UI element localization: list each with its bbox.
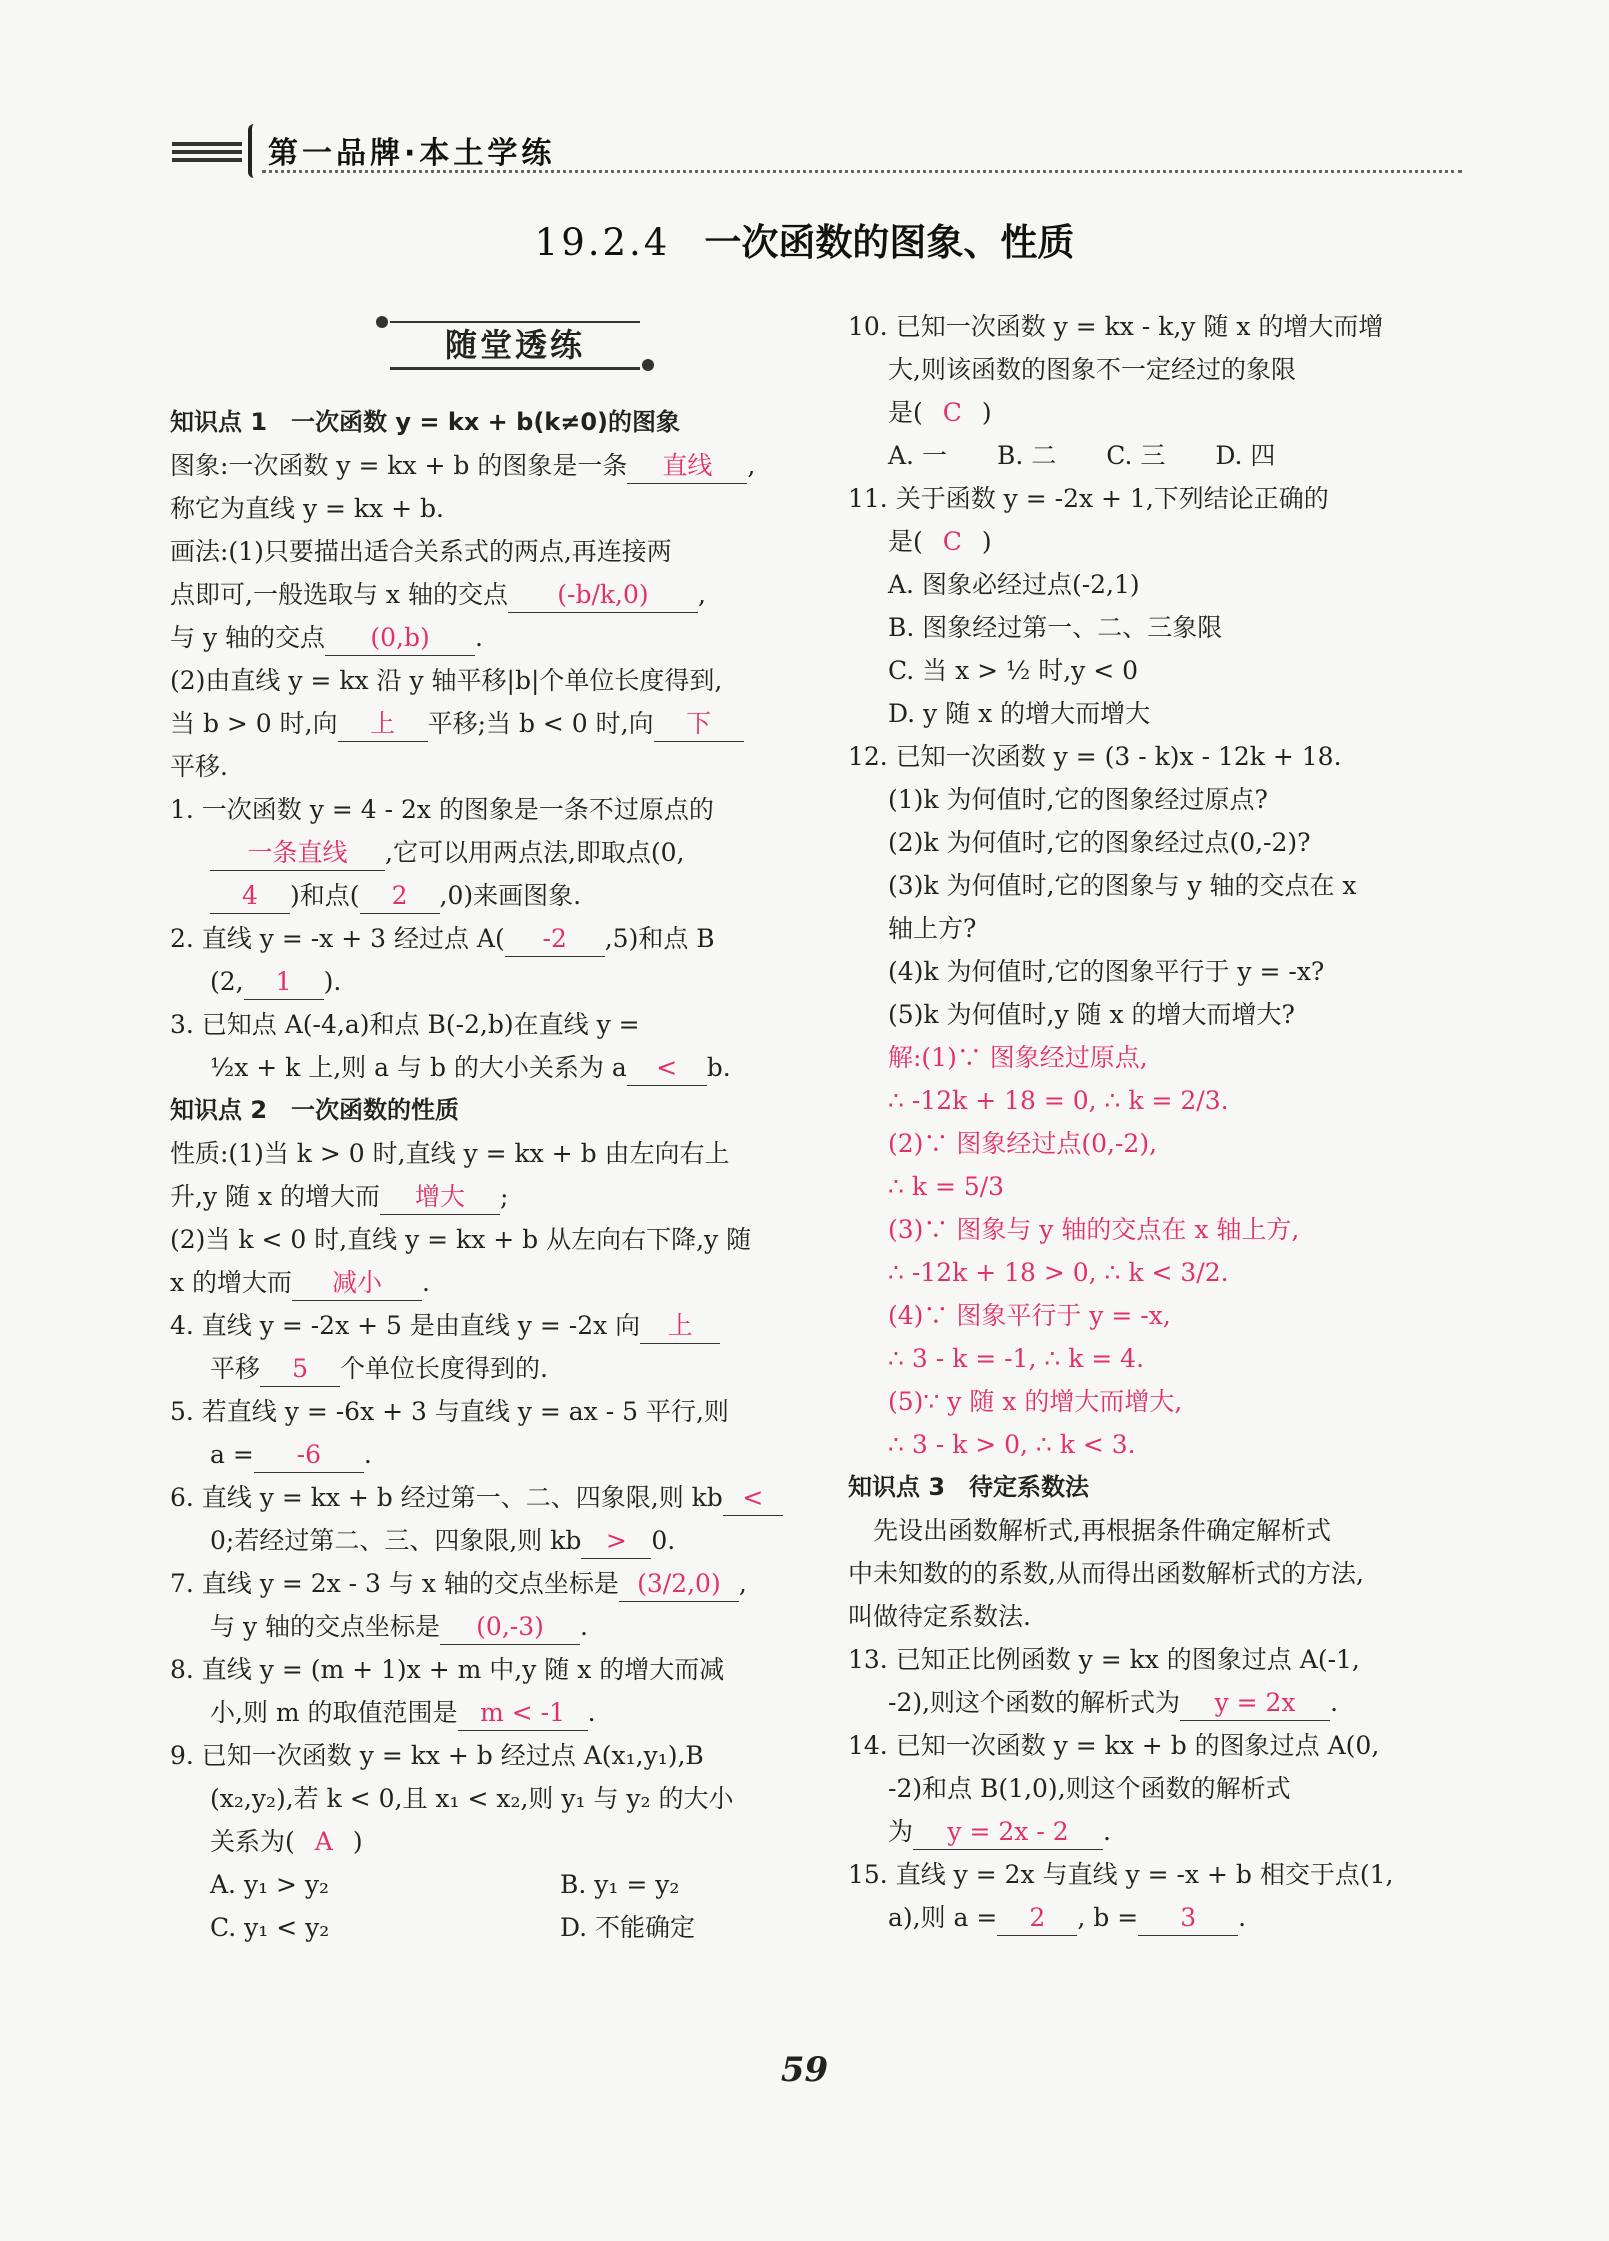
solution-line: (2)∵ 图象经过点(0,-2), — [888, 1129, 1158, 1158]
answer-blank: (0,b) — [325, 621, 475, 656]
text-line — [848, 1595, 1468, 1638]
static-text: (2)由直线 y = kx 沿 y 轴平移|b|个单位长度得到, — [170, 666, 723, 695]
page-number: 59 — [780, 2050, 829, 2090]
answer-blank: 减小 — [292, 1266, 422, 1301]
answer-blank: 2 — [360, 879, 440, 914]
knowledge-point-heading: 知识点 3 待定系数法 — [848, 1473, 1090, 1501]
answer-blank: y = 2x - 2 — [913, 1815, 1103, 1850]
static-text: 10. 已知一次函数 y = kx - k,y 随 x 的增大而增 — [848, 312, 1384, 341]
solution-line: (3)∵ 图象与 y 轴的交点在 x 轴上方, — [888, 1215, 1300, 1244]
answer-blank: 上 — [640, 1309, 720, 1344]
static-text: 12. 已知一次函数 y = (3 - k)x - 12k + 18. — [848, 742, 1342, 771]
static-text: 当 b > 0 时,向 — [170, 709, 338, 738]
static-text: 15. 直线 y = 2x 与直线 y = -x + b 相交于点(1, — [848, 1860, 1394, 1889]
text-line — [848, 606, 1468, 649]
text-line — [170, 1476, 790, 1519]
static-text: 中未知数的的系数,从而得出函数解析式的方法, — [848, 1559, 1364, 1588]
static-text: 画法:(1)只要描出适合关系式的两点,再连接两 — [170, 537, 672, 566]
static-text: x 的增大而 — [170, 1268, 293, 1297]
choice-option: C. y₁ < y₂ — [210, 1913, 330, 1942]
static-text: )和点( — [290, 881, 360, 910]
static-text: (1)k 为何值时,它的图象经过原点? — [888, 785, 1268, 814]
text-line — [848, 778, 1468, 821]
solution-line: 解:(1)∵ 图象经过原点, — [888, 1043, 1148, 1072]
static-text: a = — [210, 1440, 254, 1469]
text-line — [848, 1552, 1468, 1595]
text-line — [170, 1261, 790, 1304]
text-line — [170, 1347, 790, 1390]
static-text: b. — [706, 1053, 731, 1082]
static-text: 3. 已知点 A(-4,a)和点 B(-2,b)在直线 y = — [170, 1010, 640, 1039]
static-text: (2)k 为何值时,它的图象经过点(0,-2)? — [888, 828, 1311, 857]
text-line — [170, 659, 790, 702]
static-text: 叫做待定系数法. — [848, 1602, 1031, 1631]
answer-choice: C — [942, 398, 962, 427]
static-text: 是( — [888, 527, 923, 556]
static-text: ) — [981, 527, 992, 556]
header-rule — [262, 170, 1462, 173]
text-line — [170, 1777, 790, 1820]
static-text: 与 y 轴的交点坐标是 — [210, 1612, 441, 1641]
text-line — [170, 788, 790, 831]
page-title — [0, 212, 1609, 266]
text-line — [848, 950, 1468, 993]
static-text: , b = — [1077, 1903, 1139, 1932]
text-line — [170, 917, 790, 960]
answer-blank: -2 — [505, 922, 605, 957]
static-text: ½x + k 上,则 a 与 b 的大小关系为 a — [210, 1053, 627, 1082]
section-number: 19.2.4 — [534, 221, 671, 264]
static-text: (3)k 为何值时,它的图象与 y 轴的交点在 x — [888, 871, 1357, 900]
text-line — [170, 487, 790, 530]
static-text: 大,则该函数的图象不一定经过的象限 — [888, 355, 1296, 384]
static-text: . — [587, 1698, 596, 1727]
choice-options — [170, 1906, 790, 1949]
brand-header: 第一品牌·本土学练 — [268, 136, 556, 171]
section-badge — [380, 305, 650, 383]
text-line — [848, 692, 1468, 735]
text-line — [848, 305, 1468, 348]
text-line — [170, 1691, 790, 1734]
text-line — [848, 1638, 1468, 1681]
text-line — [170, 1390, 790, 1433]
choice-option: B. y₁ = y₂ — [560, 1870, 680, 1899]
text-line — [170, 1734, 790, 1777]
text-line — [170, 1304, 790, 1347]
static-text: 6. 直线 y = kx + b 经过第一、二、四象限,则 kb — [170, 1483, 723, 1512]
static-text: 5. 若直线 y = -6x + 3 与直线 y = ax - 5 平行,则 — [170, 1397, 729, 1426]
knowledge-point-heading: 知识点 2 一次函数的性质 — [170, 1096, 460, 1124]
text-line — [848, 1767, 1468, 1810]
text-line — [848, 1724, 1468, 1767]
solution-line: ∴ k = 5/3 — [888, 1172, 1005, 1201]
static-text: ,5)和点 B — [604, 924, 715, 953]
choice-option: D. 不能确定 — [560, 1913, 696, 1942]
text-line — [170, 831, 790, 874]
text-line — [170, 960, 790, 1003]
static-text: 4. 直线 y = -2x + 5 是由直线 y = -2x 向 — [170, 1311, 641, 1340]
static-text: 8. 直线 y = (m + 1)x + m 中,y 随 x 的增大而减 — [170, 1655, 725, 1684]
static-text: (4)k 为何值时,它的图象平行于 y = -x? — [888, 957, 1325, 986]
text-line — [170, 1562, 790, 1605]
static-text: . — [1103, 1817, 1111, 1846]
static-text: 0;若经过第二、三、四象限,则 kb — [210, 1526, 582, 1555]
text-line — [170, 1003, 790, 1046]
static-text: -2),则这个函数的解析式为 — [888, 1688, 1181, 1717]
left-column — [170, 305, 790, 1949]
static-text: 轴上方? — [888, 914, 977, 943]
text-line — [848, 1853, 1468, 1896]
static-text: 与 y 轴的交点 — [170, 623, 326, 652]
text-line — [848, 348, 1468, 391]
static-text: 小,则 m 的取值范围是 — [210, 1698, 458, 1727]
knowledge-point-heading: 知识点 1 一次函数 y = kx + b(k≠0)的图象 — [170, 408, 681, 436]
answer-blank: < — [723, 1481, 783, 1516]
answer-blank: 增大 — [380, 1180, 500, 1215]
static-text: A. 一 B. 二 C. 三 D. 四 — [888, 441, 1276, 470]
text-line — [170, 1218, 790, 1261]
static-text: (2)当 k < 0 时,直线 y = kx + b 从左向右下降,y 随 — [170, 1225, 752, 1254]
answer-choice: A — [314, 1827, 333, 1856]
static-text: . — [1330, 1688, 1339, 1717]
solution-line: ∴ -12k + 18 > 0, ∴ k < 3/2. — [888, 1258, 1229, 1287]
solution-line: ∴ 3 - k > 0, ∴ k < 3. — [888, 1430, 1136, 1459]
text-line — [848, 1810, 1468, 1853]
answer-blank: -6 — [254, 1438, 364, 1473]
static-text: 平移;当 b < 0 时,向 — [427, 709, 654, 738]
static-text: 称它为直线 y = kx + b. — [170, 494, 444, 523]
static-text: , — [747, 451, 756, 480]
static-text: ) — [981, 398, 992, 427]
answer-blank: m < -1 — [458, 1696, 588, 1731]
static-text: . — [1238, 1903, 1247, 1932]
static-text: 平移 — [210, 1354, 261, 1383]
text-line — [170, 1605, 790, 1648]
text-line — [170, 1433, 790, 1476]
static-text: 平移. — [170, 752, 228, 781]
static-text: 先设出函数解析式,再根据条件确定解析式 — [848, 1516, 1331, 1545]
right-column — [848, 305, 1468, 1939]
static-text: 是( — [888, 398, 923, 427]
static-text: . — [580, 1612, 588, 1641]
text-line — [848, 1896, 1468, 1939]
answer-blank: (-b/k,0) — [508, 578, 698, 613]
static-text: 7. 直线 y = 2x - 3 与 x 轴的交点坐标是 — [170, 1569, 619, 1598]
text-line — [848, 520, 1468, 563]
solution-line: ∴ -12k + 18 = 0, ∴ k = 2/3. — [888, 1086, 1229, 1115]
text-line — [170, 1820, 790, 1863]
static-text: 2. 直线 y = -x + 3 经过点 A( — [170, 924, 505, 953]
static-text: ) — [352, 1827, 363, 1856]
text-line — [848, 735, 1468, 778]
choice-options — [170, 1863, 790, 1906]
static-text: 点即可,一般选取与 x 轴的交点 — [170, 580, 508, 609]
static-text: C. 当 x > ½ 时,y < 0 — [888, 656, 1139, 685]
static-text: 0. — [651, 1526, 676, 1555]
text-line — [170, 702, 790, 745]
text-line — [848, 477, 1468, 520]
static-text: . — [475, 623, 483, 652]
text-line — [848, 993, 1468, 1036]
static-text: . — [363, 1440, 372, 1469]
text-line — [170, 1519, 790, 1562]
answer-blank: < — [627, 1051, 707, 1086]
header-decoration — [172, 142, 242, 172]
static-text: (2, — [210, 967, 244, 996]
text-line — [170, 1132, 790, 1175]
answer-blank: 下 — [654, 707, 744, 742]
text-line — [848, 434, 1468, 477]
static-text: D. y 随 x 的增大而增大 — [888, 699, 1151, 728]
static-text: -2)和点 B(1,0),则这个函数的解析式 — [888, 1774, 1291, 1803]
static-text: a),则 a = — [888, 1903, 998, 1932]
static-text: ). — [323, 967, 342, 996]
answer-blank: (3/2,0) — [619, 1567, 739, 1602]
static-text: 14. 已知一次函数 y = kx + b 的图象过点 A(0, — [848, 1731, 1380, 1760]
static-text: 为 — [888, 1817, 914, 1846]
text-line — [170, 444, 790, 487]
text-line — [170, 1046, 790, 1089]
text-line — [848, 391, 1468, 434]
answer-blank: 4 — [210, 879, 290, 914]
answer-choice: C — [942, 527, 962, 556]
badge-label: 随堂透练 — [445, 323, 585, 367]
section-title: 一次函数的图象、性质 — [704, 221, 1075, 264]
static-text: 性质:(1)当 k > 0 时,直线 y = kx + b 由左向右上 — [170, 1139, 730, 1168]
static-text: 13. 已知正比例函数 y = kx 的图象过点 A(-1, — [848, 1645, 1360, 1674]
text-line — [848, 907, 1468, 950]
answer-blank: 5 — [260, 1352, 340, 1387]
text-line — [170, 1648, 790, 1691]
answer-blank: 2 — [997, 1901, 1077, 1936]
text-line — [170, 745, 790, 788]
text-line — [170, 616, 790, 659]
text-line — [848, 649, 1468, 692]
static-text: A. 图象必经过点(-2,1) — [888, 570, 1140, 599]
static-text: , — [738, 1569, 747, 1598]
answer-blank: 一条直线 — [210, 836, 385, 871]
text-line — [848, 563, 1468, 606]
answer-blank: (0,-3) — [440, 1610, 580, 1645]
static-text: ,它可以用两点法,即取点(0, — [385, 838, 685, 867]
text-line — [848, 864, 1468, 907]
answer-blank: 1 — [244, 965, 324, 1000]
answer-blank: > — [581, 1524, 651, 1559]
static-text: 升,y 随 x 的增大而 — [170, 1182, 381, 1211]
static-text: . — [422, 1268, 430, 1297]
answer-blank: 3 — [1138, 1901, 1238, 1936]
text-line — [170, 573, 790, 616]
answer-blank: 上 — [338, 707, 428, 742]
text-line — [848, 821, 1468, 864]
solution-line: (4)∵ 图象平行于 y = -x, — [888, 1301, 1171, 1330]
text-line — [170, 1175, 790, 1218]
solution-line: (5)∵ y 随 x 的增大而增大, — [888, 1387, 1183, 1416]
text-line — [848, 1681, 1468, 1724]
header-bracket — [248, 124, 260, 178]
text-line — [170, 530, 790, 573]
static-text: 11. 关于函数 y = -2x + 1,下列结论正确的 — [848, 484, 1329, 513]
static-text: , — [697, 580, 706, 609]
static-text: 图象:一次函数 y = kx + b 的图象是一条 — [170, 451, 628, 480]
static-text: (x₂,y₂),若 k < 0,且 x₁ < x₂,则 y₁ 与 y₂ 的大小 — [210, 1784, 734, 1813]
answer-blank: y = 2x — [1180, 1686, 1330, 1721]
answer-blank: 直线 — [627, 449, 747, 484]
text-line — [848, 1509, 1468, 1552]
text-line — [170, 874, 790, 917]
static-text: (5)k 为何值时,y 随 x 的增大而增大? — [888, 1000, 1295, 1029]
static-text: 关系为( — [210, 1827, 295, 1856]
static-text: 个单位长度得到的. — [340, 1354, 548, 1383]
static-text: ; — [500, 1182, 509, 1211]
static-text: B. 图象经过第一、二、三象限 — [888, 613, 1223, 642]
choice-option: A. y₁ > y₂ — [210, 1870, 330, 1899]
static-text: 9. 已知一次函数 y = kx + b 经过点 A(x₁,y₁),B — [170, 1741, 704, 1770]
static-text: 1. 一次函数 y = 4 - 2x 的图象是一条不过原点的 — [170, 795, 714, 824]
solution-line: ∴ 3 - k = -1, ∴ k = 4. — [888, 1344, 1145, 1373]
static-text: ,0)来画图象. — [439, 881, 582, 910]
